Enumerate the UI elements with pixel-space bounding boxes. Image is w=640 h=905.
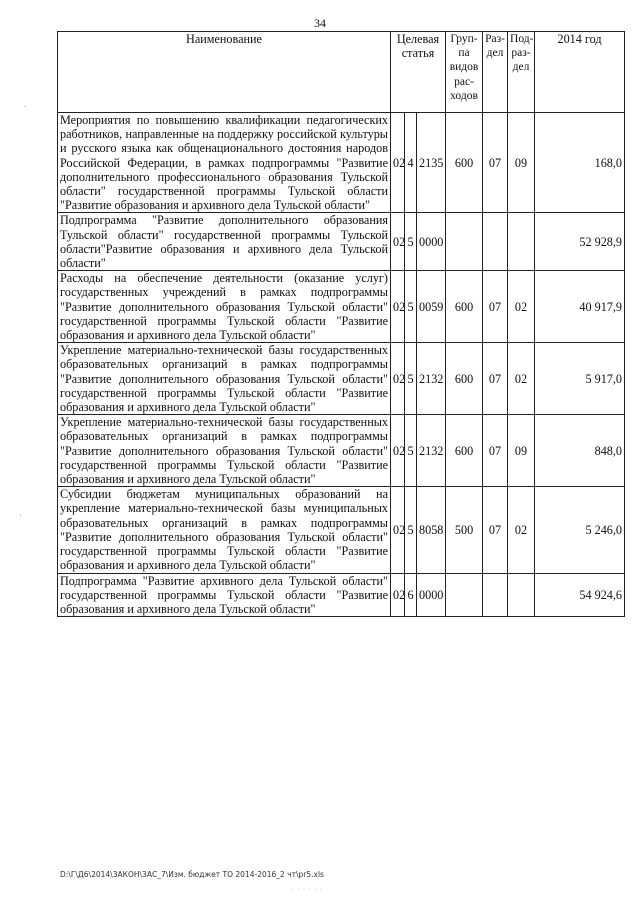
budget-table — [57, 31, 625, 617]
row-section: 07 — [483, 113, 508, 213]
row-code-activity: 2132 — [417, 415, 446, 487]
row-code-program: 02 — [391, 343, 405, 415]
row-subsection: 02 — [508, 487, 535, 573]
row-section: 07 — [483, 343, 508, 415]
header-subsection-line: Под- — [510, 33, 534, 45]
table-row — [58, 487, 625, 573]
table-header-row — [58, 32, 625, 113]
row-code-subprogram: 5 — [405, 487, 417, 573]
header-section — [483, 32, 508, 113]
row-amount: 5 917,0 — [535, 343, 625, 415]
header-section-line: дел — [486, 47, 504, 60]
row-section — [483, 573, 508, 617]
row-name: Укрепление материально-технической базы государственных образовательных организаций в рамках подпрограммы "Развитие дополнительного образования Тульской области" государственной программы Тульской области "Развитие образования и архивного дела Тульской области" — [58, 415, 391, 487]
row-code-activity: 0059 — [417, 271, 446, 343]
row-section: 07 — [483, 271, 508, 343]
row-amount: 52 928,9 — [535, 213, 625, 271]
header-target-article-line: Целевая — [396, 32, 440, 46]
row-name: Укрепление материально-технической базы государственных образовательных организаций в рамках подпрограммы "Развитие дополнительного образования Тульской области" государственной программы Тульской области "Развитие образования и архивного дела Тульской области" — [58, 343, 391, 415]
row-section: 07 — [483, 415, 508, 487]
header-subsection — [508, 32, 535, 113]
footer-file-path: D:\Г\Д6\2014\ЗАКОН\ЗАС_7\Изм. бюджет ТО 2014-2016_2 чт\pr5.xls — [60, 870, 324, 879]
row-code-program: 02 — [391, 487, 405, 573]
scan-speck: . — [24, 100, 26, 109]
header-year: 2014 год — [535, 32, 625, 113]
row-code-activity: 0000 — [417, 213, 446, 271]
row-name: Подпрограмма "Развитие дополнительного образования Тульской области" государственной программы Тульской области"Развитие образования и архивного дела Тульской области" — [58, 213, 391, 271]
row-code-subprogram: 5 — [405, 271, 417, 343]
row-name: Расходы на обеспечение деятельности (оказание услуг) государственных учреждений в рамках подпрограммы "Развитие дополнительного образования Тульской области" государственной программы Тульской области "Развитие образования и архивного дела Тульской области" — [58, 271, 391, 343]
row-name: Мероприятия по повышению квалификации педагогических работников, направленные на поддержку российской культуры и русского языка как общенационального достояния народов Российской Федерации, в рамках подпрограммы "Развитие дополнительного профессионального образования Тульской области" государственной программы Тульской области "Развитие образования и архивного дела Тульской области" — [58, 113, 391, 213]
row-code-activity: 2132 — [417, 343, 446, 415]
scan-artifact: · · · · · · — [292, 887, 323, 893]
table-row — [58, 213, 625, 271]
row-subsection: 02 — [508, 271, 535, 343]
row-expense-group: 600 — [446, 113, 483, 213]
header-section-line: Раз- — [485, 33, 505, 45]
row-name: Подпрограмма "Развитие архивного дела Тульской области" государственной программы Тульской области "Развитие образования и архивного дела Тульской области" — [58, 573, 391, 617]
header-subsection-line: дел — [512, 61, 530, 74]
row-code-subprogram: 5 — [405, 213, 417, 271]
row-expense-group: 600 — [446, 343, 483, 415]
row-amount: 168,0 — [535, 113, 625, 213]
header-target-article — [391, 32, 446, 113]
header-expense-group-line: ходов — [450, 89, 478, 102]
row-code-subprogram: 5 — [405, 343, 417, 415]
row-section: 07 — [483, 487, 508, 573]
table-row — [58, 113, 625, 213]
row-code-program: 02 — [391, 271, 405, 343]
row-expense-group: 600 — [446, 415, 483, 487]
row-amount: 848,0 — [535, 415, 625, 487]
row-expense-group — [446, 213, 483, 271]
header-expense-group-line: Груп- — [450, 33, 478, 45]
row-code-subprogram: 5 — [405, 415, 417, 487]
page-number: 34 — [314, 16, 326, 30]
row-section — [483, 213, 508, 271]
table-row — [58, 343, 625, 415]
row-subsection: 02 — [508, 343, 535, 415]
row-code-activity: 8058 — [417, 487, 446, 573]
header-expense-group-line: па — [458, 47, 470, 60]
row-name: Субсидии бюджетам муниципальных образований на укрепление материально-технической базы муниципальных образовательных организаций в рамках подпрограммы "Развитие дополнительного образования Тульской области" государственной программы Тульской области "Развитие образования и архивного дела Тульской области" — [58, 487, 391, 573]
table-row — [58, 271, 625, 343]
row-code-program: 02 — [391, 573, 405, 617]
row-code-program: 02 — [391, 213, 405, 271]
row-amount: 40 917,9 — [535, 271, 625, 343]
row-expense-group: 600 — [446, 271, 483, 343]
row-amount: 5 246,0 — [535, 487, 625, 573]
row-expense-group — [446, 573, 483, 617]
row-amount: 54 924,6 — [535, 573, 625, 617]
scan-speck: ' — [20, 513, 22, 522]
table-row — [58, 415, 625, 487]
row-subsection — [508, 213, 535, 271]
row-subsection: 09 — [508, 113, 535, 213]
header-expense-group-line: рас- — [454, 75, 474, 88]
header-subsection-line: раз- — [511, 47, 531, 60]
table-row — [58, 573, 625, 617]
row-code-activity: 2135 — [417, 113, 446, 213]
header-expense-group — [446, 32, 483, 113]
row-code-subprogram: 6 — [405, 573, 417, 617]
header-target-article-line: статья — [401, 46, 435, 61]
row-code-program: 02 — [391, 113, 405, 213]
row-code-subprogram: 4 — [405, 113, 417, 213]
row-code-activity: 0000 — [417, 573, 446, 617]
header-expense-group-line: видов — [449, 61, 479, 74]
row-subsection: 09 — [508, 415, 535, 487]
header-name: Наименование — [58, 32, 391, 113]
row-expense-group: 500 — [446, 487, 483, 573]
row-code-program: 02 — [391, 415, 405, 487]
row-subsection — [508, 573, 535, 617]
